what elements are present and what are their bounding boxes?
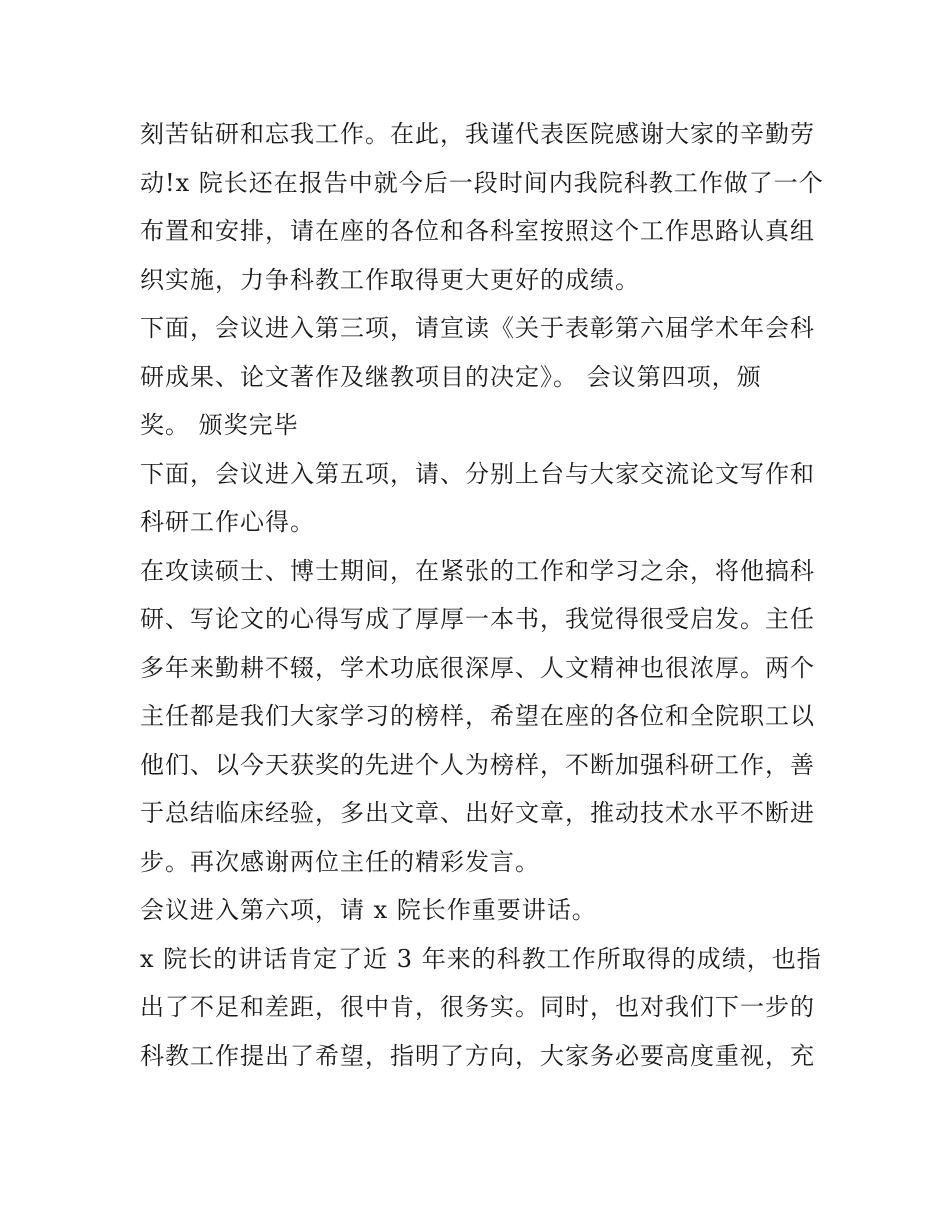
text-line: 刻苦钻研和忘我工作。在此，我谨代表医院感谢大家的辛勤劳 — [140, 120, 815, 148]
text-line: 于总结临床经验，多出文章、出好文章，推动技术水平不断进 — [140, 799, 815, 827]
text-line: 织实施，力争科教工作取得更大更好的成绩。 — [140, 265, 640, 294]
text-line: 出了不足和差距，很中肯，很务实。同时，也对我们下一步的 — [140, 993, 815, 1021]
text-line: 步。再次感谢两位主任的精彩发言。 — [140, 847, 540, 876]
text-line: 科研工作心得。 — [140, 508, 315, 536]
text-line: 动!x 院长还在报告中就今后一段时间内我院科教工作做了一个 — [140, 168, 824, 197]
text-line: 科教工作提出了希望，指明了方向，大家务必要高度重视，充 — [140, 1041, 815, 1070]
document-body — [140, 110, 824, 1080]
text-line: 下面，会议进入第五项，请、分别上台与大家交流论文写作和 — [140, 459, 815, 488]
text-line: 主任都是我们大家学习的榜样，希望在座的各位和全院职工以 — [140, 702, 815, 730]
text-line: 下面，会议进入第三项，请宣读《关于表彰第六届学术年会科 — [140, 314, 815, 342]
text-line: 奖。 颁奖完毕 — [140, 411, 299, 439]
text-line: 研、写论文的心得写成了厚厚一本书，我觉得很受启发。主任 — [140, 605, 815, 633]
text-line: x 院长的讲话肯定了近 3 年来的科教工作所取得的成绩，也指 — [140, 944, 822, 973]
text-line: 会议进入第六项，请 x 院长作重要讲话。 — [140, 896, 597, 924]
text-line: 布置和安排，请在座的各位和各科室按照这个工作思路认真组 — [140, 217, 815, 245]
text-line: 在攻读硕士、博士期间，在紧张的工作和学习之余，将他搞科 — [140, 556, 815, 585]
text-line: 研成果、论文著作及继教项目的决定》。 会议第四项，颁 — [140, 362, 762, 391]
text-line: 他们、以今天获奖的先进个人为榜样，不断加强科研工作，善 — [140, 750, 815, 779]
text-line: 多年来勤耕不辍，学术功底很深厚、人文精神也很浓厚。两个 — [140, 653, 815, 682]
